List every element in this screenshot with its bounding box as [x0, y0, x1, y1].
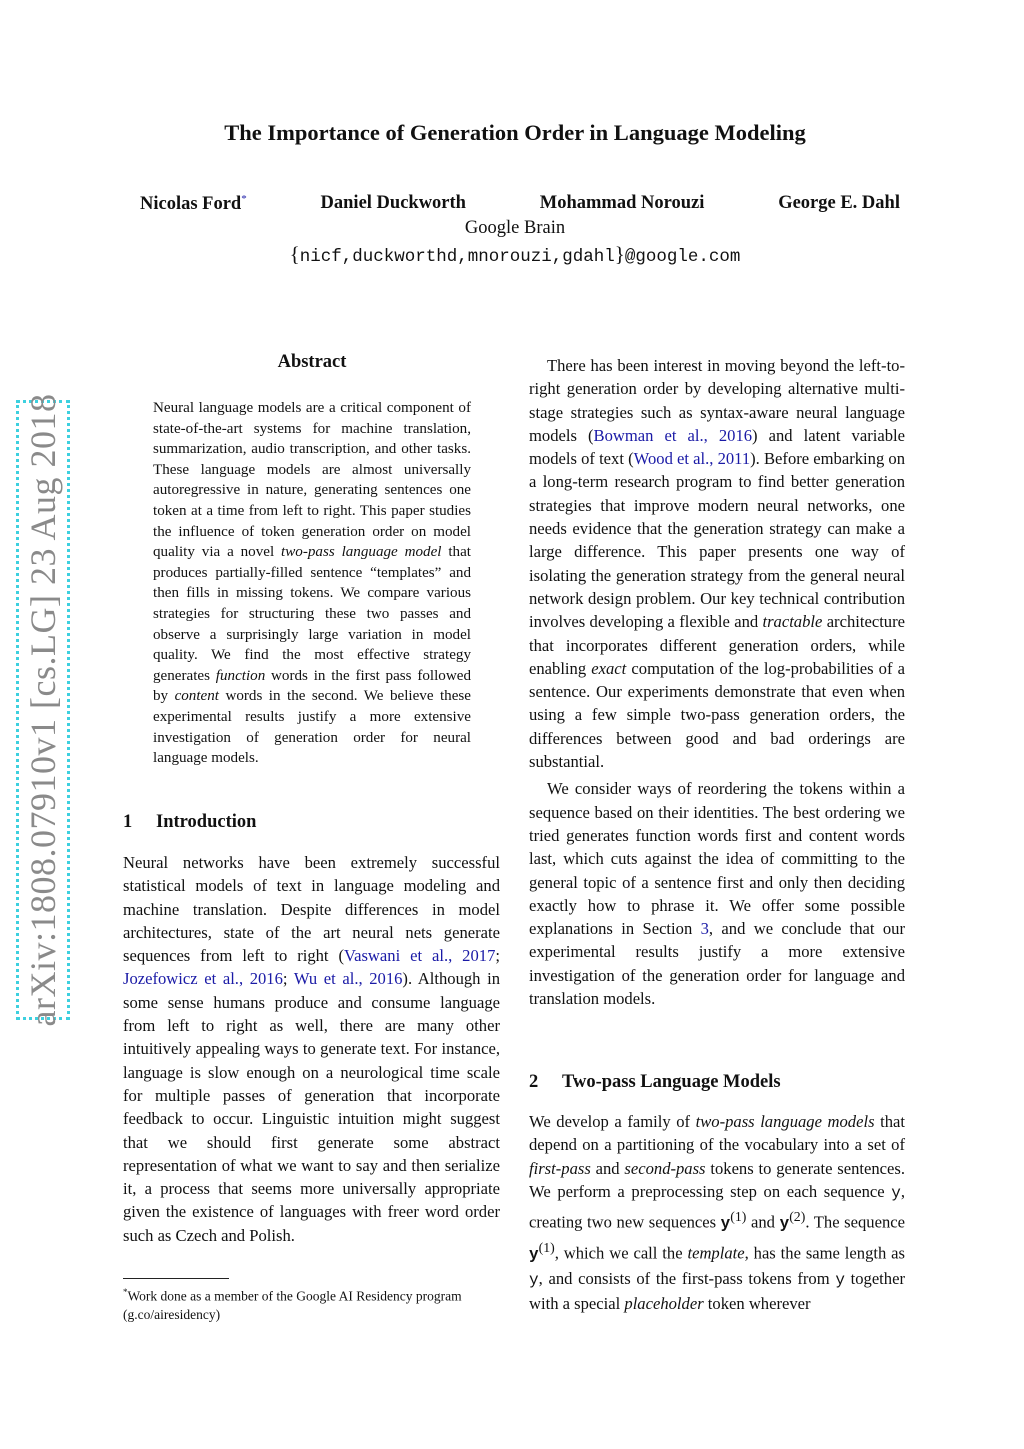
arxiv-stamp-text: arXiv:1808.07910v1 [cs.LG] 23 Aug 2018 [23, 393, 63, 1027]
introduction-paragraph: Neural networks have been extremely successful statistical models of text in language modeling and machine translation. Despite differences in model architectures, state of the art neural nets generate sequences from left to right (Vaswani et al., 2017; Jozefowicz et al., 2016; Wu et al., 2016). Although in some sense humans produce and consume language from left to right as well, there are many other intuitively appealing ways to generate text. For instance, language is slow enough on a neurological time scale for multiple passes of generation that incorporate feedback to occur. Linguistic intuition might suggest that we should first generate some abstract representation of what we want to say and then serialize it, a process that seems more universally appropriate given the existence of languages with freer word order such as Czech and Polish. [123, 853, 500, 1245]
affiliation: Google Brain [464, 218, 566, 238]
citation-link[interactable]: Wood et al., 2011 [633, 449, 751, 469]
section-heading-two-pass: 2 Two-pass Language Models [529, 1072, 781, 1092]
author-emails: {nicf,duckworthd,mnorouzi,gdahl}@google.com [289, 242, 741, 267]
footnote: *Work done as a member of the Google AI Residency program (g.co/airesidency) [123, 1287, 462, 1322]
footnote-divider [123, 1278, 229, 1279]
abstract-heading: Abstract [277, 352, 347, 372]
arxiv-stamp[interactable] [16, 393, 70, 1027]
abstract-body: Neural language models are a critical component of state-of-the-art systems for machine translation, summarization, audio transcription, and other tasks. These language models are almost universally autoregressive in nature, generating sentences one token at a time from left to right. This paper studies the influence of token generation order on model quality via a novel two-pass language model that produces partially-filled sentence “templates” and then fills in missing tokens. We compare various strategies for structuring these two passes and observe a surprisingly large variation in model quality. We find the most effective strategy generates function words in the first pass followed by content words in the second. We believe these experimental results justify a more extensive investigation of generation order for neural language models. [153, 400, 472, 767]
author-name: George E. Dahl [778, 193, 900, 213]
citation-link[interactable]: Vaswani et al., 2017 [343, 946, 496, 966]
right-column-intro [529, 354, 905, 1010]
section-ref-link[interactable]: 3 [700, 919, 709, 939]
section-heading-introduction: 1 Introduction [123, 812, 257, 832]
paper-title: The Importance of Generation Order in Language Modeling [224, 120, 806, 145]
two-pass-paragraph: We develop a family of two-pass language models that depend on a partitioning of the vocabulary into a set of first-pass and second-pass tokens to generate sentences. We perform a preprocessing step on each sequence y, creating two new sequences $y^{(1)}$ and $y^{(2)}$. The sequence $y^{(1)}$, which we call the template, has the same length as y, and consists of the first-pass tokens from y together with a special placeholder token wherever [529, 1112, 906, 1314]
citation-link[interactable]: Jozefowicz et al., 2016 [123, 969, 283, 989]
footnote-marker[interactable]: * [241, 193, 247, 205]
citation-link[interactable]: Wu et al., 2016 [293, 969, 403, 989]
intro-paragraph: We consider ways of reordering the tokens within a sequence based on their identities. The best ordering we tried generates function words first and content words last, which cuts against the idea of committing to the general topic of a sentence first and only then deciding exactly how to phrase it. We offer some possible explanations in Section 3, and we conclude that our experimental results justify a more extensive investigation of the generation order for language and translation models. [529, 779, 906, 1009]
author-name: Mohammad Norouzi [539, 193, 705, 213]
author-name: Nicolas Ford* [140, 193, 247, 215]
intro-paragraph: There has been interest in moving beyond the left-to-right generation order by developing alternative multi-stage strategies such as syntax-aware neural language models (Bowman et al., 2016) and latent variable models of text (Wood et al., 2011). Before embarking on a long-term research program to find better generation strategies that improve modern neural networks, one needs evidence that the generation strategy can make a large difference. This paper presents one way of isolating the generation strategy from the general neural network design problem. Our key technical contribution involves developing a flexible and tractable architecture that incorporates different generation orders, while enabling exact computation of the log-probabilities of a sentence. Our experiments demonstrate that even when using a few simple two-pass generation orders, the differences between good and bad orderings are substantial. [529, 356, 905, 772]
author-name: Daniel Duckworth [320, 193, 466, 213]
citation-link[interactable]: Bowman et al., 2016 [593, 425, 753, 445]
author-list [140, 193, 900, 215]
